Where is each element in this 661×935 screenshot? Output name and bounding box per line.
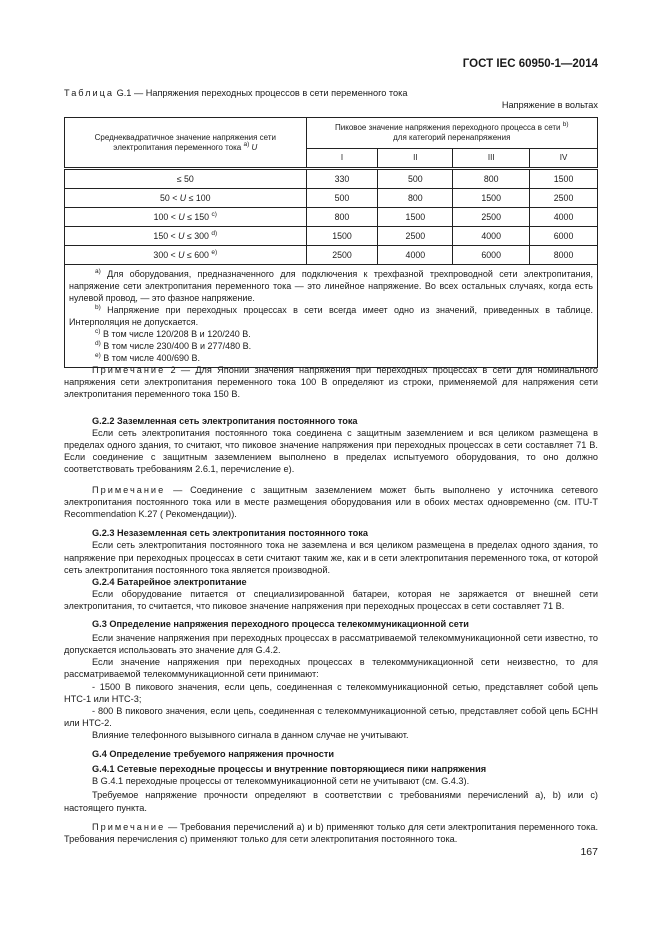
peak-value: 1500: [306, 227, 378, 246]
col1-header: Среднеквадратичное значение напряжения сети электропитания переменного тока $^{a)}$ U: [65, 118, 307, 169]
section-heading-g3: G.3 Определение напряжения переходного процесса телекоммуникационной сети: [92, 618, 469, 629]
peak-value: 2500: [306, 246, 378, 265]
table-caption-text: G.1 — Напряжения переходных процессов в сети переменного тока: [116, 88, 408, 98]
list-item: - 1500 В пикового значения, если цепь, соединенная с телекоммуникационной сетью, представляет собой цепь НТС-1 или НТС-3;: [64, 681, 598, 704]
table-row: [65, 227, 598, 246]
section-heading-g41: G.4.1 Сетевые переходные процессы и внутренние повторяющиеся пики напряжения: [92, 763, 487, 774]
paragraph: Если оборудование питается от специализированной батареи, которая не заряжается от внешней сети электропитания, то считается, что пиковое значение напряжения при переходных процессах в сети составляет 71 В.: [64, 589, 598, 612]
footnote: $^{d)}$ В том числе 230/400 В и 277/480 В.: [95, 340, 252, 351]
footnote: $^{a)}$ Для оборудования, предназначенного для подключения к трехфазной трехпроводной сети электропитания, напряжение сети электропитания переменного тока — это линейное напряжение. Во всех остальных случаях, когда есть нулевой провод, — это фазное напряжение.: [69, 268, 593, 303]
peak-value: 800: [453, 169, 530, 189]
category-header: II: [378, 149, 453, 169]
peak-value: 4000: [453, 227, 530, 246]
peak-value: 4000: [378, 246, 453, 265]
paragraph: Требуемое напряжение прочности определяют в соответствии с требованиями перечислений a), b) или c) настоящего пункта.: [64, 790, 598, 813]
paragraph: Если значение напряжения при переходных процессах в рассматриваемой телекоммуникационной сети известно, то допускается использовать это значение для G.4.2.: [64, 632, 598, 656]
table-row: [65, 189, 598, 208]
section-heading-g22: G.2.2 Заземленная сеть электропитания постоянного тока: [92, 415, 358, 426]
peak-value: 500: [306, 189, 378, 208]
category-header: IV: [530, 149, 598, 169]
voltage-table: [64, 117, 598, 368]
table-row: [65, 246, 598, 265]
peak-value: 6000: [453, 246, 530, 265]
table-row: [65, 169, 598, 189]
paragraph: Если сеть электропитания постоянного тока соединена с защитным заземлением и вся целиком размещена в пределах одного здания, то считают, что пиковое значение напряжения при переходных процессах в сети составляет 71 В. Если соединение с защитным заземлением выполнено в пределах испытуемого оборудования, то оно должно соответствовать требованиям 2.6.1, перечисление е).: [64, 427, 598, 475]
section-heading-g23: G.2.3 Незаземленная сеть электропитания постоянного тока: [92, 528, 368, 539]
peak-value: 1500: [378, 208, 453, 227]
paragraph: Влияние телефонного вызывного сигнала в данном случае не учитывают.: [92, 730, 409, 741]
peak-header: Пиковое значение напряжения переходного процесса в сети $^{b)}$ для категорий перенапряжения: [306, 118, 597, 149]
peak-value: 500: [378, 169, 453, 189]
footnote: $^{e)}$ В том числе 400/690 В.: [95, 352, 201, 363]
category-header: I: [306, 149, 378, 169]
peak-value: 1500: [530, 169, 598, 189]
table-row: [65, 208, 598, 227]
footnote: $^{b)}$ Напряжение при переходных процессах в сети всегда имеет одно из значений, приведенных в таблице. Интерполяция не допускается.: [69, 304, 593, 327]
peak-value: 6000: [530, 227, 598, 246]
peak-value: 800: [306, 208, 378, 227]
paragraph: Если сеть электропитания постоянного тока не заземлена и вся целиком размещена в пределах одного здания, то напряжение при переходных процессах в сети считают таким же, как и в сети электропитания переменного тока, от которой сеть электропитания постоянного тока является производной.: [64, 540, 598, 575]
table-footnotes: [65, 265, 598, 368]
voltage-range: 150 < U ≤ 300 $^{d)}$: [65, 227, 307, 246]
voltage-range: 100 < U ≤ 150 $^{c)}$: [65, 208, 307, 227]
category-header: III: [453, 149, 530, 169]
voltage-range: 50 < U ≤ 100: [65, 189, 307, 208]
document-header: ГОСТ IEC 60950-1—2014: [462, 58, 598, 70]
table-caption: [64, 87, 598, 99]
note: Примечание — Требования перечислений a) и b) применяют только для сети электропитания переменного тока. Требования перечисления c) применяют только для сети электропитания постоянного тока.: [64, 821, 598, 844]
peak-value: 2500: [378, 227, 453, 246]
table-caption-label: Таблица: [64, 88, 115, 98]
body-text: [64, 364, 598, 845]
footnote: $^{c)}$ В том числе 120/208 В и 120/240 В.: [95, 328, 251, 339]
paragraph: В G.4.1 переходные процессы от телекоммуникационной сети не учитывают (см. G.4.3).: [92, 776, 470, 787]
paragraph: Если значение напряжения при переходных процессах в телекоммуникационной сети неизвестно, то для рассматриваемой телекоммуникационной сети принимают:: [64, 657, 598, 680]
voltage-range: ≤ 50: [65, 169, 307, 189]
table-units: Напряжение в вольтах: [501, 100, 598, 110]
section-heading-g4: G.4 Определение требуемого напряжения прочности: [92, 748, 335, 759]
section-heading-g24: G.2.4 Батарейное электропитание: [92, 577, 247, 588]
peak-value: 2500: [530, 189, 598, 208]
voltage-range: 300 < U ≤ 600 $^{e)}$: [65, 246, 307, 265]
peak-value: 1500: [453, 189, 530, 208]
peak-value: 4000: [530, 208, 598, 227]
peak-value: 800: [378, 189, 453, 208]
peak-value: 8000: [530, 246, 598, 265]
page-number: 167: [580, 846, 598, 858]
peak-value: 2500: [453, 208, 530, 227]
list-item: - 800 В пикового значения, если цепь, соединенная с телекоммуникационной сетью, представляет собой цепь БСНН или НТС-2.: [64, 706, 598, 729]
note: Примечание — Соединение с защитным заземлением может быть выполнено у источника сетевого электропитания постоянного тока или в месте размещения оборудования или в обоих местах одновременно (см. ITU-T Recommendation K.27 ( Рекомендации)).: [64, 484, 599, 520]
peak-value: 330: [306, 169, 378, 189]
note-2: Примечание 2 — Для Японии значения напряжения при переходных процессах в сети для номинального напряжения сети электропитания переменного тока 100 В определяют из строки, применяемой для напряжения сети электропитания переменного тока 150 В.: [64, 365, 598, 400]
